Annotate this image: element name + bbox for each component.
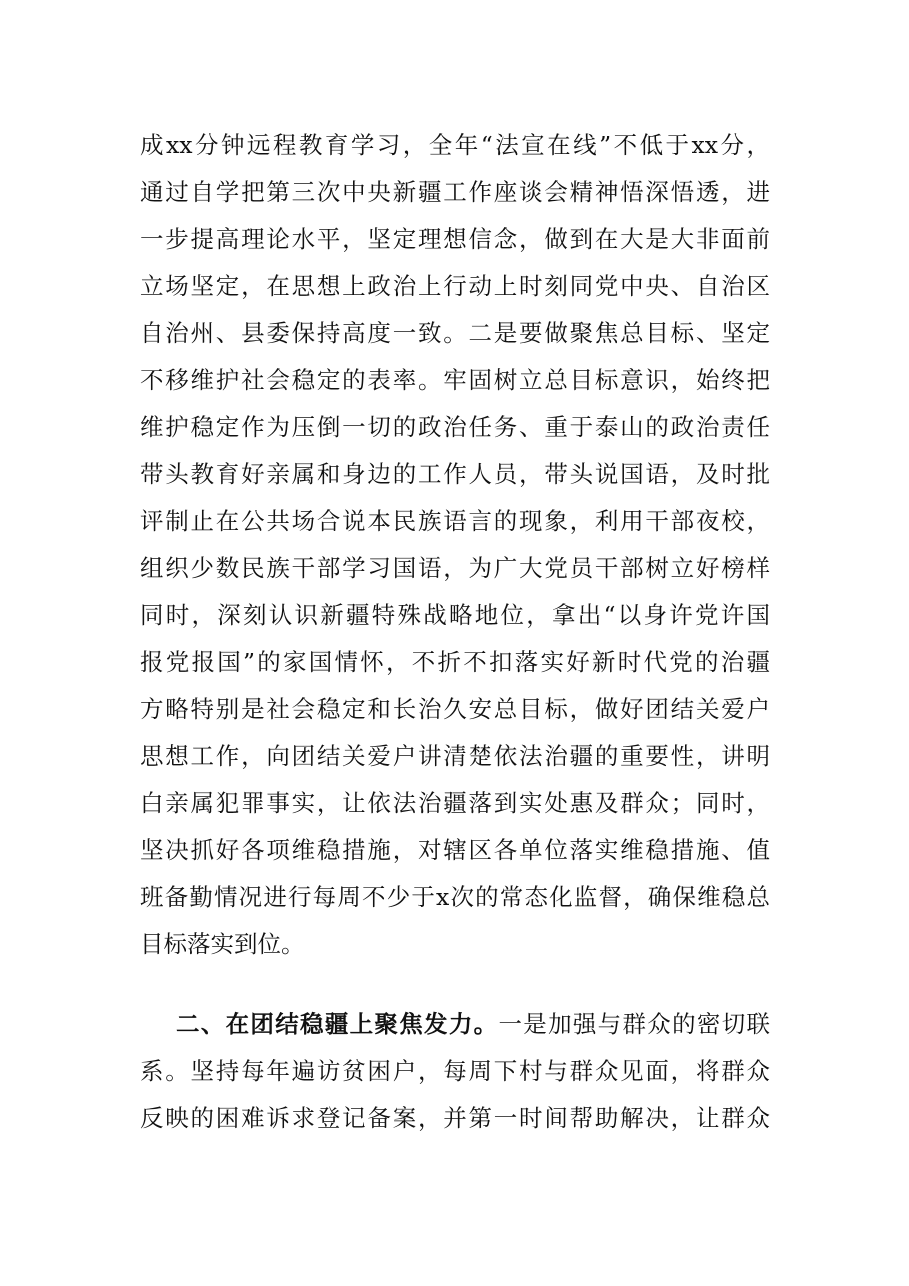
text-line: 白亲属犯罪事实，让依法治疆落到实处惠及群众；同时， [140, 789, 770, 817]
text-line: 同时，深刻认识新疆特殊战略地位，拿出“以身许党许国 [140, 601, 770, 629]
text-line: 系。坚持每年遍访贫困户，每周下村与群众见面，将群众 [140, 1057, 770, 1085]
text-line-first [140, 1001, 770, 1048]
text-line: 不移维护社会稳定的表率。牢固树立总目标意识，始终把 [140, 366, 770, 394]
text-line: 坚决抓好各项维稳措施，对辖区各单位落实维稳措施、值 [140, 836, 770, 864]
text-line: 立场坚定，在思想上政治上行动上时刻同党中央、自治区 [140, 272, 770, 300]
text-line: 带头教育好亲属和身边的工作人员，带头说国语，及时批 [140, 460, 770, 488]
text-line: 一步提高理论水平，坚定理想信念，做到在大是大非面前 [140, 225, 770, 253]
paragraph-spacer [140, 968, 770, 1001]
text-line: 自治州、县委保持高度一致。二是要做聚焦总目标、坚定 [140, 319, 770, 347]
paragraph-1 [140, 122, 770, 968]
paragraph-2 [140, 1001, 770, 1142]
text-line: 维护稳定作为压倒一切的政治任务、重于泰山的政治责任 [140, 413, 770, 441]
document-body [140, 122, 770, 1142]
text-line: 班备勤情况进行每周不少于x次的常态化监督，确保维稳总 [140, 883, 770, 911]
heading-continuation: 一是加强与群众的密切联 [498, 1010, 771, 1038]
text-line: 报党报国”的家国情怀，不折不扣落实好新时代党的治疆 [140, 648, 770, 676]
text-line: 成xx分钟远程教育学习，全年“法宣在线”不低于xx分， [140, 131, 770, 159]
section-heading: 二、在团结稳疆上聚焦发力。 [176, 1010, 499, 1038]
text-line: 反映的困难诉求登记备案，并第一时间帮助解决，让群众 [140, 1104, 770, 1132]
text-line: 目标落实到位。 [140, 930, 305, 958]
text-line: 方略特别是社会稳定和长治久安总目标，做好团结关爱户 [140, 695, 770, 723]
text-line: 通过自学把第三次中央新疆工作座谈会精神悟深悟透，进 [140, 178, 770, 206]
text-line: 思想工作，向团结关爱户讲清楚依法治疆的重要性，讲明 [140, 742, 770, 770]
text-line: 评制止在公共场合说本民族语言的现象，利用干部夜校， [140, 507, 770, 535]
text-line: 组织少数民族干部学习国语，为广大党员干部树立好榜样 [140, 554, 770, 582]
